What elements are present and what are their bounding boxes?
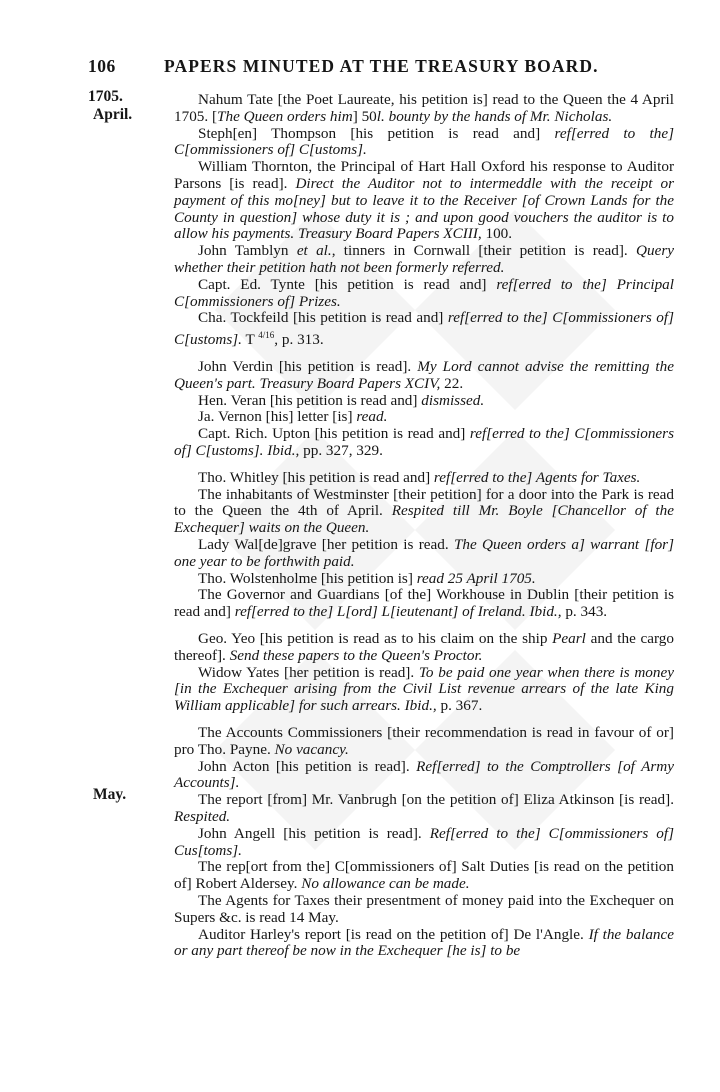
minute-entry <box>174 665 674 715</box>
roman-text: John Verdin [his petition is read]. <box>198 358 418 376</box>
roman-text: Capt. Rich. Upton [his petition is read and] <box>198 425 470 443</box>
minute-entry <box>174 310 674 349</box>
italic-text: Ref[erred to the] C[ommissioners of] Cus[toms]. <box>174 824 675 859</box>
roman-text: Ja. Vernon [his] letter [is] <box>198 408 357 426</box>
roman-text: The rep[ort from the] C[ommissioners of] Salt Duties [is read on the petition of] Robert Aldersey. <box>174 858 674 893</box>
italic-text: ref[erred to the] C[ommissioners of] C[ustoms]. <box>174 309 674 349</box>
italic-text: read 25 April 1705. <box>416 569 536 587</box>
roman-text: Steph[en] Thompson [his petition is read and] <box>198 124 555 142</box>
roman-text: Cha. Tockfeild [his petition is read and] <box>198 309 448 327</box>
italic-text: Send these papers to the Queen's Proctor. <box>229 646 483 664</box>
roman-text: Widow Yates [her petition is read]. <box>198 663 419 681</box>
running-head: PAPERS MINUTED AT THE TREASURY BOARD. <box>164 56 599 76</box>
roman-text: p. 367. <box>436 697 483 715</box>
italic-text: read. <box>356 408 388 426</box>
italic-text: Query whether their petition hath not been formerly referred. <box>174 242 674 276</box>
minutes-text <box>174 92 674 960</box>
roman-text: 4/16 <box>258 330 275 341</box>
minute-entry <box>174 927 674 961</box>
roman-text: Capt. Ed. Tynte [his petition is read and] <box>198 275 497 293</box>
italic-text: The Queen orders a] warrant [for] one year to be forthwith paid. <box>174 535 674 570</box>
roman-text: 22. <box>440 374 464 392</box>
roman-text: , p. 313. <box>274 331 324 349</box>
roman-text: John Tamblyn <box>198 242 297 260</box>
italic-text: To be paid one year when there is money [in the Exchequer arising from the Civil List revenue arrears of the late King William applicable] for such arrears. Ibid., <box>174 663 674 715</box>
minute-entry <box>174 859 674 893</box>
minute-entry <box>174 759 674 793</box>
minute-entry <box>174 409 674 426</box>
minute-entry <box>174 537 674 571</box>
minute-entry <box>174 159 674 243</box>
minute-entry <box>174 126 674 160</box>
italic-text: No vacancy. <box>274 740 349 758</box>
italic-text: ref[erred to the] L[ord] L[ieutenant] of Ireland. Ibid., <box>234 603 562 621</box>
roman-text: Hen. Veran [his petition is read and] <box>198 391 422 409</box>
roman-text: The Agents for Taxes their presentment of money paid into the Exchequer on Supers &c. is read 14 May. <box>174 891 674 926</box>
minute-entry <box>174 92 674 126</box>
roman-text: p. 343. <box>561 603 608 621</box>
roman-text: and the cargo thereof]. <box>174 629 674 664</box>
roman-text: Lady Wal[de]grave [her petition is read. <box>198 535 454 553</box>
italic-text: My Lord cannot advise the remitting the Queen's part. Treasury Board Papers XCIV, <box>174 358 674 392</box>
minute-entry <box>174 393 674 410</box>
italic-text: No allowance can be made. <box>301 875 470 893</box>
minute-entry <box>174 826 674 860</box>
italic-text: bounty by the hands of Mr. Nicholas. <box>384 107 613 125</box>
minute-entry <box>174 243 674 277</box>
roman-text: Auditor Harley's report [is read on the petition of] De l'Angle. <box>198 925 589 943</box>
margin-month-april: April. <box>93 106 133 123</box>
roman-text: pp. 327, 329. <box>299 442 383 459</box>
margin-year: 1705. <box>88 88 123 105</box>
roman-text: The Accounts Commissioners [their recommendation is read in favour of or] pro Tho. Payne. <box>174 723 674 758</box>
italic-text: Pearl <box>552 629 586 647</box>
minute-entry <box>174 277 674 311</box>
roman-text: Tho. Wolstenholme [his petition is] <box>198 569 417 587</box>
italic-text: Direct the Auditor not to intermeddle with the receipt or payment of this mo[ney] but to leave it to the Receiver [of Crown Lands for the County in question] whose duty it is ; and upon good vouchers the auditor is to allow his payments. Treasury Board Papers XCIII, <box>174 174 674 243</box>
roman-text: The inhabitants of Westminster [their petition] for a door into the Park is read to the Queen the 4th of April. <box>174 485 674 520</box>
italic-text: Respited till Mr. Boyle [Chancellor of the Exchequer] waits on the Queen. <box>174 502 674 537</box>
minute-entry <box>174 725 674 759</box>
italic-text: l. <box>376 107 385 125</box>
minute-entry <box>174 470 674 487</box>
italic-text: ref[erred to the] C[ommissioners of] C[ustoms]. Ibid., <box>174 425 674 459</box>
roman-text: , tinners in Cornwall [their petition is read]. <box>331 242 637 260</box>
margin-month-may: May. <box>93 786 127 803</box>
roman-text: ] 50 <box>352 107 377 125</box>
roman-text: John Angell [his petition is read]. <box>198 824 430 842</box>
italic-text: ref[erred to the] C[ommissioners of] C[ustoms]. <box>174 124 675 159</box>
page-number: 106 <box>88 56 116 76</box>
roman-text: John Acton [his petition is read]. <box>198 757 417 775</box>
italic-text: The Queen orders him <box>217 107 353 125</box>
roman-text: Tho. Whitley [his petition is read and] <box>198 468 434 486</box>
italic-text: dismissed. <box>421 391 485 409</box>
minute-entry <box>174 426 674 460</box>
roman-text: The Governor and Guardians [of the] Workhouse in Dublin [their petition is read and] <box>174 586 674 621</box>
minute-entry <box>174 571 674 588</box>
page-header <box>88 56 688 86</box>
italic-text: If the balance or any part thereof be now in the Exchequer [he is] to be <box>174 925 674 960</box>
roman-text: 100. <box>481 225 513 243</box>
italic-text: ref[erred to the] Principal C[ommissioners of] Prizes. <box>174 275 674 310</box>
minute-entry <box>174 893 674 927</box>
minute-entry <box>174 359 674 393</box>
minute-entry <box>174 631 674 665</box>
minute-entry <box>174 487 674 537</box>
roman-text: Geo. Yeo [his petition is read as to his claim on the ship <box>198 629 553 647</box>
italic-text: Respited. <box>174 807 231 825</box>
roman-text: William Thornton, the Principal of Hart Hall Oxford his response to Auditor Parsons [is read]. <box>174 158 674 192</box>
roman-text: T <box>241 331 259 349</box>
minute-entry <box>174 792 674 826</box>
italic-text: ref[erred to the] Agents for Taxes. <box>433 468 641 486</box>
minute-entry <box>174 587 674 621</box>
roman-text: The report [from] Mr. Vanbrugh [on the petition of] Eliza Atkinson [is read]. <box>198 791 674 809</box>
italic-text: et al. <box>296 242 332 260</box>
italic-text: Ref[erred] to the Comptrollers [of Army Accounts]. <box>174 757 674 792</box>
roman-text: Nahum Tate [the Poet Laureate, his petition is] read to the Queen the 4 April 1705. [ <box>174 91 674 125</box>
